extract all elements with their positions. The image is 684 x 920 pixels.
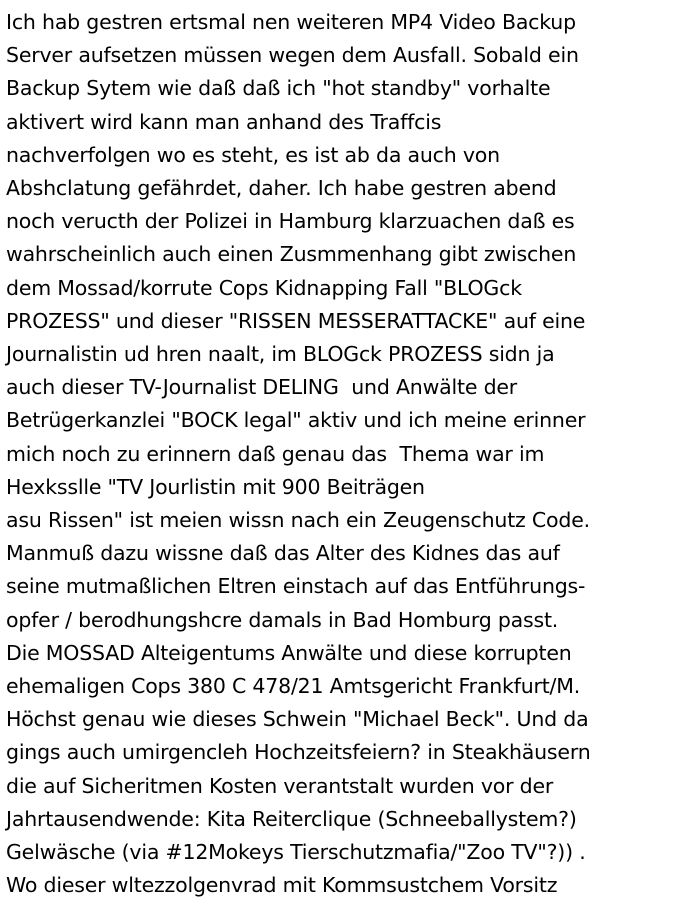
text-line: dem Mossad/korrute Cops Kidnapping Fall "BLOGck — [6, 275, 522, 300]
text-line: asu Rissen" ist meien wissn nach ein Zeugenschutz Code. — [6, 508, 590, 533]
text-line: Ich hab gestren ertsmal nen weiteren MP4 Video Backup — [6, 10, 576, 34]
text-line: Hexksslle "TV Jourlistin mit 900 Beiträgen — [6, 474, 425, 499]
text-line: opfer / berodhungshcre damals in Bad Homburg passt. — [6, 607, 559, 632]
text-line: Server aufsetzen müssen wegen dem Ausfall. Sobald ein — [6, 43, 579, 68]
text-line: Die MOSSAD Alteigentums Anwälte und diese korrupten — [6, 640, 572, 665]
text-line: gings auch umirgencleh Hochzeitsfeiern? in Steakhäusern — [6, 740, 591, 765]
text-line: PROZESS" und dieser "RISSEN MESSERATTACKE" auf eine — [6, 308, 586, 333]
text-line: ehemaligen Cops 380 C 478/21 Amtsgericht Frankfurt/M. — [6, 674, 581, 699]
text-line: Manmuß dazu wissne daß das Alter des Kidnes das auf — [6, 541, 560, 566]
text-line: Backup Sytem wie daß daß ich "hot standby" vorhalte — [6, 76, 551, 101]
text-line: Höchst genau wie dieses Schwein "Michael Beck". Und da — [6, 707, 589, 732]
text-line: auch dieser TV-Journalist DELING und Anwälte der — [6, 375, 518, 400]
text-line: noch veructh der Polizei in Hamburg klarzuachen daß es — [6, 209, 575, 234]
text-line: wahrscheinlich auch einen Zusmmenhang gibt zwischen — [6, 242, 577, 267]
text-line: aktivert wird kann man anhand des Traffcis — [6, 109, 442, 134]
text-line: Betrügerkanzlei "BOCK legal" aktiv und ich meine erinner — [6, 408, 586, 433]
text-line: seine mutmaßlichen Eltren einstach auf das Entführungs- — [6, 574, 586, 599]
text-line: Abshclatung gefährdet, daher. Ich habe gestren abend — [6, 176, 557, 201]
text-line: Wo dieser wltezzolgenvrad mit Kommsustchem Vorsitz — [6, 873, 558, 898]
text-line: die auf Sicheritmen Kosten verantstalt wurden vor der — [6, 773, 554, 798]
text-line: Gelwäsche (via #12Mokeys Tierschutzmafia/"Zoo TV"?)) . — [6, 840, 586, 865]
text-line: mich noch zu erinnern daß genau das Thema war im — [6, 441, 545, 466]
text-line: nachverfolgen wo es steht, es ist ab da auch von — [6, 142, 500, 167]
text-line: Jahrtausendwende: Kita Reiterclique (Schneeballystem?) — [6, 806, 577, 831]
text-line: Journalistin ud hren naalt, im BLOGck PROZESS sidn ja — [6, 342, 555, 367]
